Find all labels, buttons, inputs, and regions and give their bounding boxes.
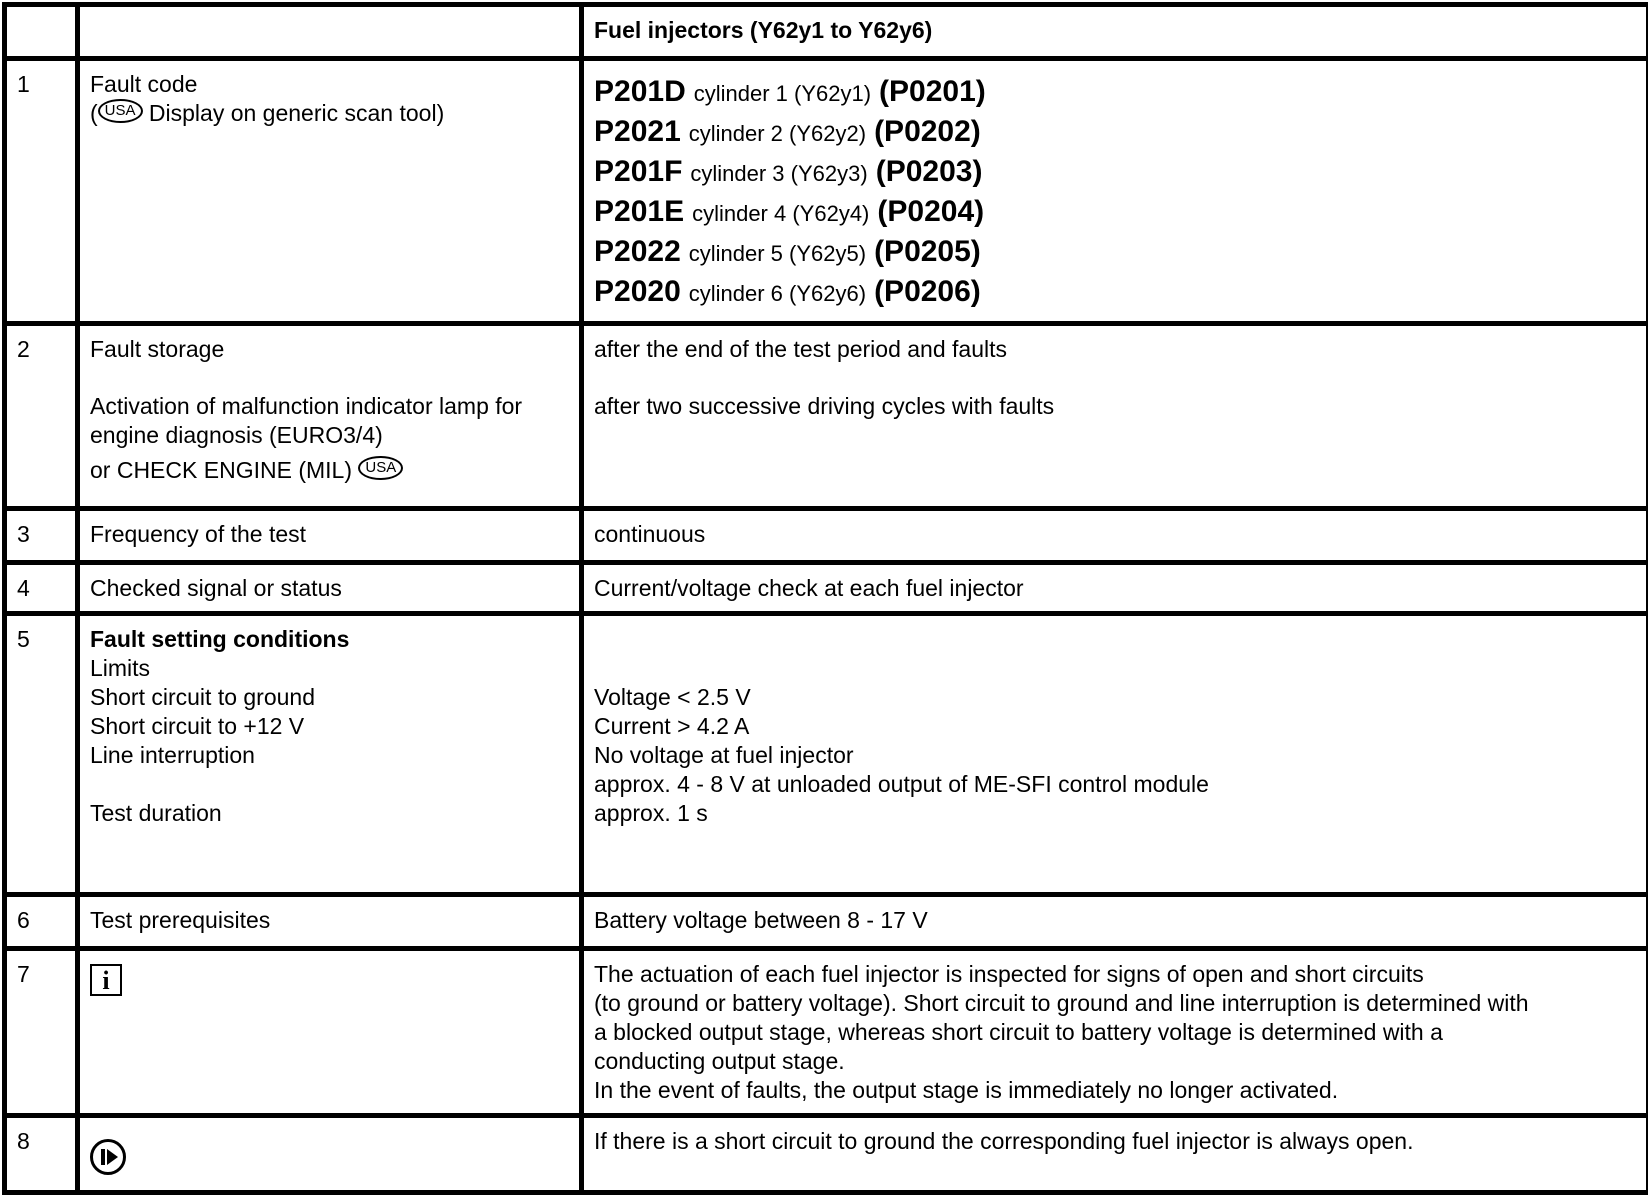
row-value: Current/voltage check at each fuel injector [582, 563, 1648, 614]
row-label [78, 59, 582, 324]
fault-code-line [594, 113, 1638, 153]
spacer [594, 654, 1638, 683]
fault-code-line [594, 153, 1638, 193]
fault-storage-label: Fault storage [90, 335, 571, 364]
fault-code-line [594, 233, 1638, 273]
table-row-fault-effect [5, 1116, 1648, 1193]
fault-code: P2020 [594, 275, 681, 308]
row-number: 6 [5, 895, 78, 949]
info-icon: i [90, 964, 122, 996]
usa-fault-code: (P0205) [874, 235, 981, 268]
condition-value: No voltage at fuel injector [594, 741, 1638, 770]
fault-code: P201F [594, 155, 682, 188]
row-label [78, 949, 582, 1116]
condition-value: Current > 4.2 A [594, 712, 1638, 741]
paren-open: ( [90, 100, 98, 126]
row-label: Checked signal or status [78, 563, 582, 614]
test-duration-label: Test duration [90, 799, 571, 828]
row-value: continuous [582, 509, 1648, 563]
row-value: If there is a short circuit to ground the corresponding fuel injector is always open. [582, 1116, 1648, 1193]
fault-code: P2022 [594, 235, 681, 268]
fault-code: P201E [594, 195, 684, 228]
condition-label: Line interruption [90, 741, 571, 770]
fault-code-line [594, 193, 1638, 233]
row-number: 2 [5, 324, 78, 509]
fault-code-label: Fault code [90, 70, 571, 99]
info-text-line: conducting output stage. [594, 1047, 1638, 1076]
mil-label-line-3 [90, 456, 571, 485]
generic-scan-tool-note [90, 99, 571, 128]
usa-fault-code: (P0206) [874, 275, 981, 308]
row-number: 7 [5, 949, 78, 1116]
fault-conditions-title: Fault setting conditions [90, 625, 571, 654]
mil-activation-value: after two successive driving cycles with faults [594, 392, 1638, 421]
info-text-line: The actuation of each fuel injector is inspected for signs of open and short circuits [594, 960, 1638, 989]
table-row-fault-conditions [5, 614, 1648, 895]
info-text-line: In the event of faults, the output stage is immediately no longer activated. [594, 1076, 1638, 1105]
row-number: 8 [5, 1116, 78, 1193]
table-row-checked-signal [5, 563, 1648, 614]
spacer [90, 770, 571, 799]
fault-code-desc: cylinder 5 (Y62y5) [689, 241, 866, 266]
mil-label-line-1: Activation of malfunction indicator lamp for [90, 392, 571, 421]
table-row-info [5, 949, 1648, 1116]
mil-label-line-2: engine diagnosis (EURO3/4) [90, 421, 571, 450]
header-label-cell [78, 5, 582, 59]
row-label [78, 324, 582, 509]
scan-tool-text: Display on generic scan tool) [143, 100, 445, 126]
condition-value: Voltage < 2.5 V [594, 683, 1638, 712]
row-label [78, 1116, 582, 1193]
fault-code-line [594, 273, 1638, 313]
fault-effect-icon-arrow [107, 1149, 118, 1165]
condition-label: Short circuit to ground [90, 683, 571, 712]
table-row-fault-code [5, 59, 1648, 324]
header-title: Fuel injectors (Y62y1 to Y62y6) [582, 5, 1648, 59]
header-num-cell [5, 5, 78, 59]
fault-effect-icon-bar [101, 1149, 105, 1165]
spacer [594, 364, 1638, 392]
info-text-line: a blocked output stage, whereas short circuit to battery voltage is determined with a [594, 1018, 1638, 1047]
fault-code-line [594, 73, 1638, 113]
fault-effect-icon [90, 1139, 126, 1175]
row-number: 3 [5, 509, 78, 563]
spacer [90, 364, 571, 392]
fault-code-desc: cylinder 4 (Y62y4) [692, 201, 869, 226]
usa-badge-icon: USA [358, 456, 403, 480]
table-row-prerequisites [5, 895, 1648, 949]
row-value [582, 324, 1648, 509]
fault-codes-cell [582, 59, 1648, 324]
row-value [582, 614, 1648, 895]
fault-code-desc: cylinder 2 (Y62y2) [689, 121, 866, 146]
usa-fault-code: (P0201) [879, 75, 986, 108]
row-label: Test prerequisites [78, 895, 582, 949]
info-text-line: (to ground or battery voltage). Short circuit to ground and line interruption is determined with [594, 989, 1638, 1018]
fault-code-desc: cylinder 1 (Y62y1) [694, 81, 871, 106]
condition-value: approx. 4 - 8 V at unloaded output of ME-SFI control module [594, 770, 1638, 799]
fault-storage-value: after the end of the test period and faults [594, 335, 1638, 364]
usa-fault-code: (P0203) [876, 155, 983, 188]
row-number: 1 [5, 59, 78, 324]
condition-label: Limits [90, 654, 571, 683]
fault-code: P201D [594, 75, 686, 108]
table-row-fault-storage [5, 324, 1648, 509]
usa-fault-code: (P0202) [874, 115, 981, 148]
fault-code-desc: cylinder 3 (Y62y3) [690, 161, 867, 186]
test-duration-value: approx. 1 s [594, 799, 1638, 828]
row-label [78, 614, 582, 895]
row-number: 5 [5, 614, 78, 895]
usa-badge-icon: USA [98, 99, 143, 123]
row-value: Battery voltage between 8 - 17 V [582, 895, 1648, 949]
table-row-frequency [5, 509, 1648, 563]
fault-code: P2021 [594, 115, 681, 148]
table-header-row [5, 5, 1648, 59]
row-value [582, 949, 1648, 1116]
check-engine-text: or CHECK ENGINE (MIL) [90, 457, 352, 483]
spacer [594, 625, 1638, 654]
condition-label: Short circuit to +12 V [90, 712, 571, 741]
usa-fault-code: (P0204) [877, 195, 984, 228]
row-number: 4 [5, 563, 78, 614]
row-label: Frequency of the test [78, 509, 582, 563]
fault-code-desc: cylinder 6 (Y62y6) [689, 281, 866, 306]
diagnosis-table [2, 2, 1648, 1195]
